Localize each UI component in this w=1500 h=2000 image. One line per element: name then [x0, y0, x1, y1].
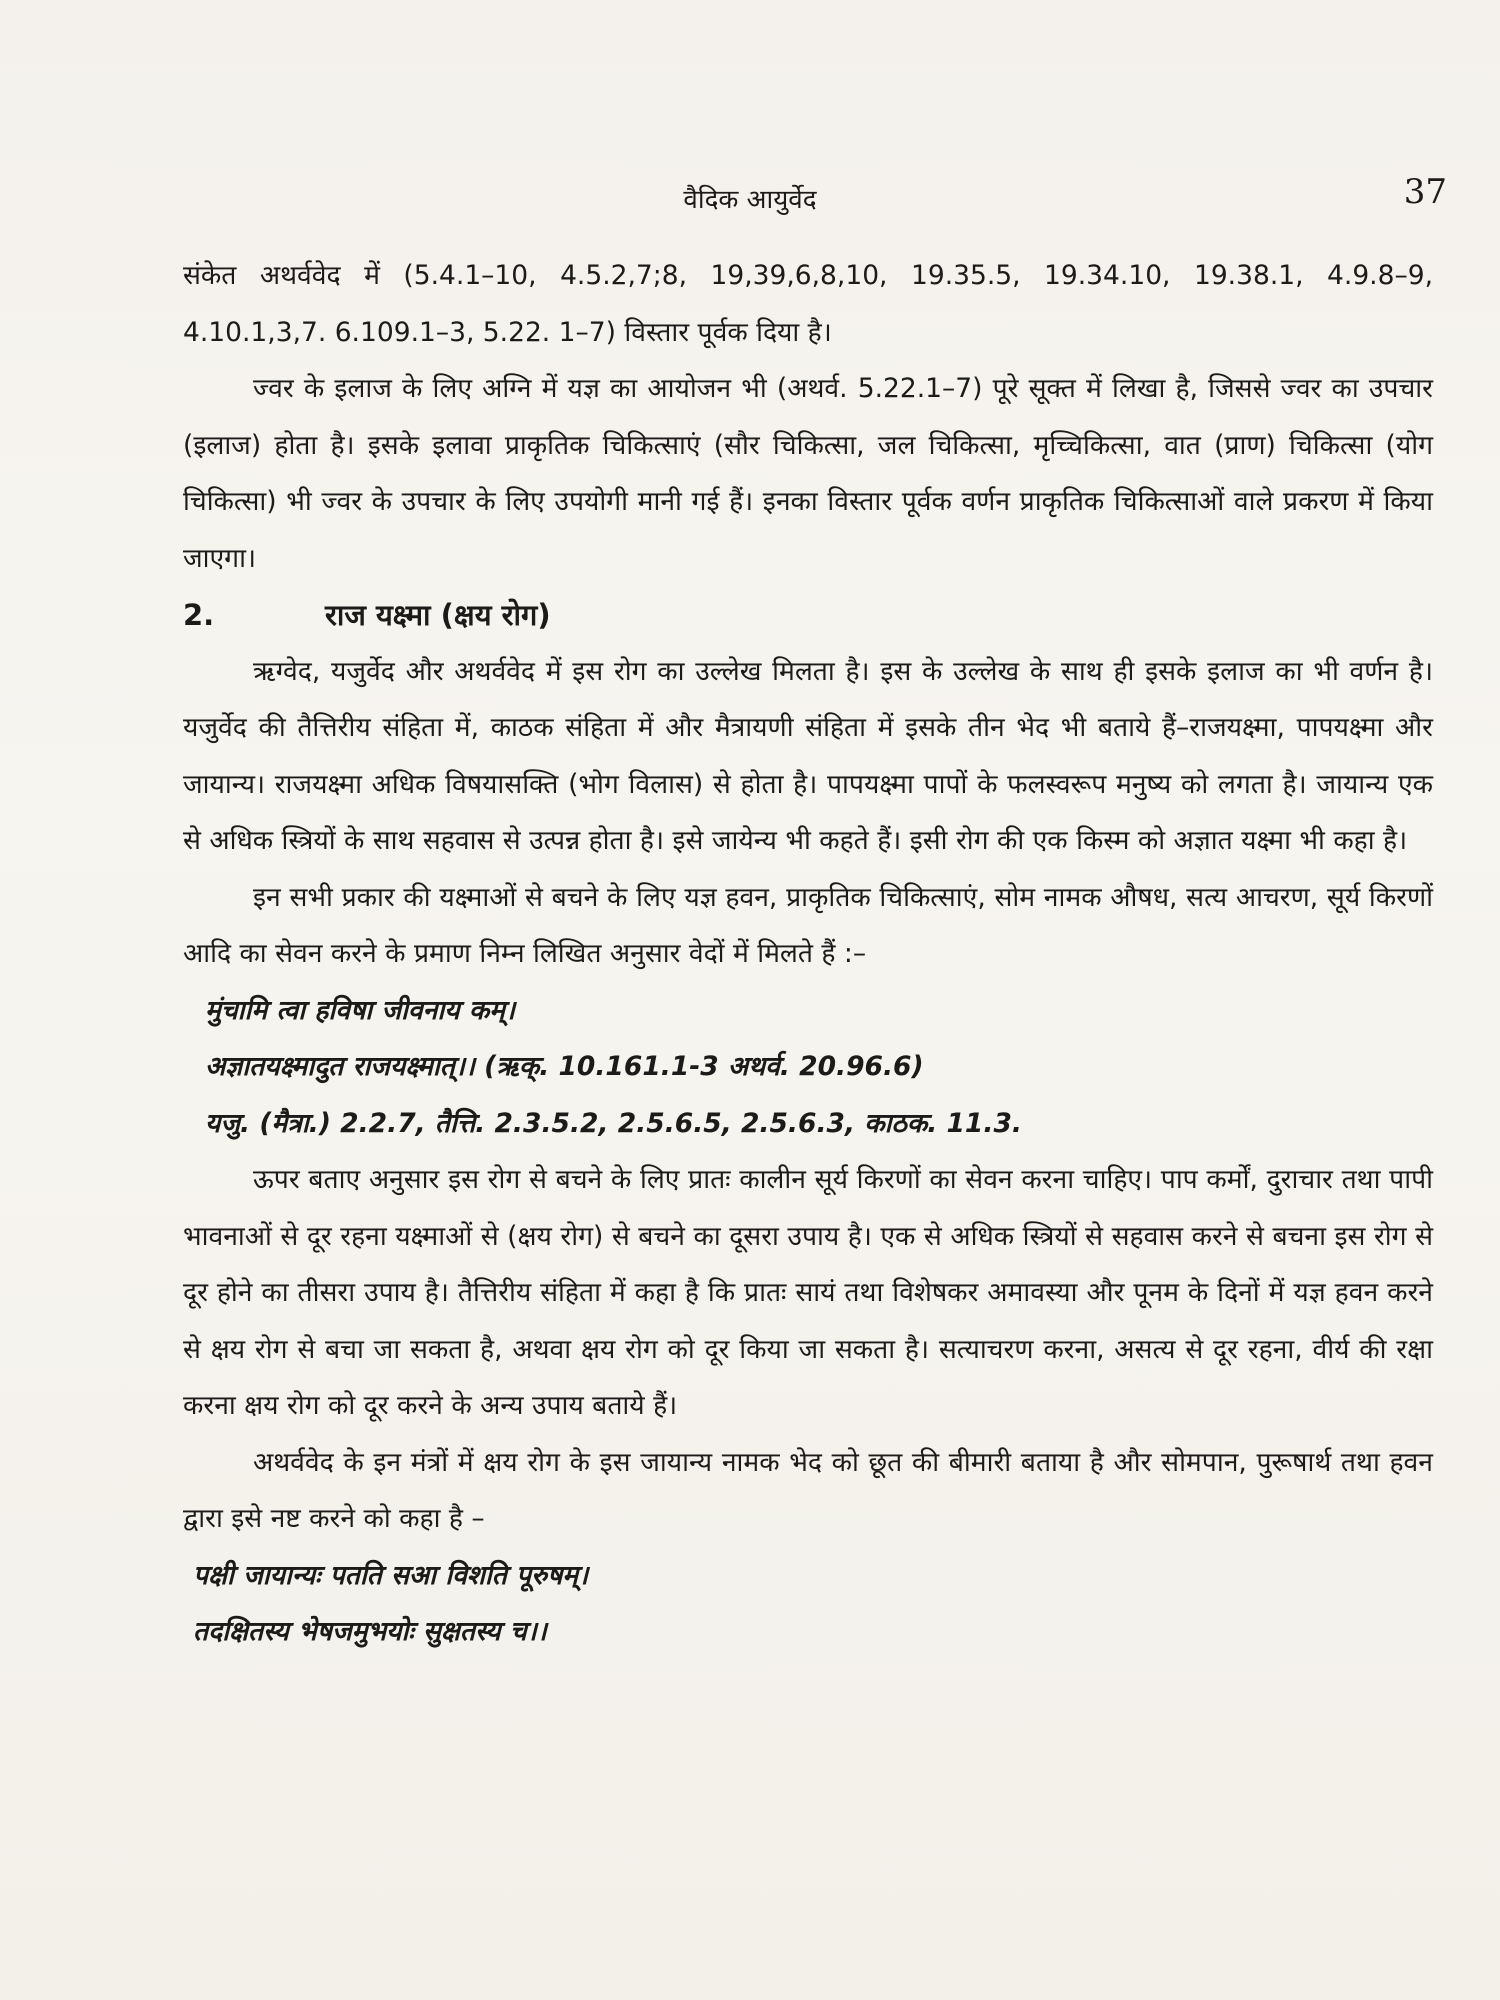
verse-2 [193, 1548, 1433, 1661]
paragraph-5: ऊपर बताए अनुसार इस रोग से बचने के लिए प्रातः कालीन सूर्य किरणों का सेवन करना चाहिए। पाप कर्मों, दुराचार तथा पापी भावनाओं से दूर रहना यक्ष्माओं से (क्षय रोग) से बचने का दूसरा उपाय है। एक से अधिक स्त्रियों से सहवास करने से बचना इस रोग से दूर होने का तीसरा उपाय है। तैत्तिरीय संहिता में कहा है कि प्रातः सायं तथा विशेषकर अमावस्या और पूनम के दिनों में यज्ञ हवन करने से क्षय रोग से बचा जा सकता है, अथवा क्षय रोग को दूर किया जा सकता है। सत्याचरण करना, असत्य से दूर रहना, वीर्य की रक्षा करना क्षय रोग को दूर करने के अन्य उपाय बताये हैं। [183, 1164, 1433, 1421]
paragraph-3: ऋग्वेद, यजुर्वेद और अथर्ववेद में इस रोग का उल्लेख मिलता है। इस के उल्लेख के साथ ही इसके इलाज का भी वर्णन है। यजुर्वेद की तैत्तिरीय संहिता में, काठक संहिता में और मैत्रायणी संहिता में इसके तीन भेद भी बताये हैं–राजयक्ष्मा, पापयक्ष्मा और जायान्य। राजयक्ष्मा अधिक विषयासक्ति (भोग विलास) से होता है। पापयक्ष्मा पापों के फलस्वरूप मनुष्य को लगता है। जायान्य एक से अधिक स्त्रियों के साथ सहवास से उत्पन्न होता है। इसे जायेन्य भी कहते हैं। इसी रोग की एक किस्म को अज्ञात यक्ष्मा भी कहा है। [183, 655, 1433, 856]
verse-1-line-2: अज्ञातयक्ष्मादुत राजयक्ष्मात्।। (ऋक्. 10.161.1-3 अथर्व. 20.96.6) [205, 1051, 924, 1082]
verse-1 [193, 983, 1433, 1153]
verse-2-line-2: तदक्षितस्य भेषजमुभयोः सुक्षतस्य च।। [193, 1616, 547, 1647]
verse-2-line-1: पक्षी जायान्यः पतति सआ विशति पूरुषम्। [193, 1559, 589, 1591]
section-title: राज यक्ष्मा (क्षय रोग) [325, 598, 551, 632]
paragraph-1: संकेत अथर्ववेद में (5.4.1–10, 4.5.2,7;8, 19,39,6,8,10, 19.35.5, 19.34.10, 19.38.1, 4.9.8–9, 4.10.1,3,7. 6.109.1–3, 5.22. 1–7) विस्तार पूर्वक दिया है। [183, 260, 1433, 348]
running-title: वैदिक आयुर्वेद [683, 185, 817, 215]
section-heading [183, 587, 1433, 644]
paragraph-6: अथर्ववेद के इन मंत्रों में क्षय रोग के इस जायान्य नामक भेद को छूत की बीमारी बताया है और सोमपान, पुरूषार्थ तथा हवन द्वारा इसे नष्ट करने को कहा है – [183, 1446, 1433, 1534]
paragraph-4: इन सभी प्रकार की यक्ष्माओं से बचने के लिए यज्ञ हवन, प्राकृतिक चिकित्साएं, सोम नामक औषध, सत्य आचरण, सूर्य किरणों आदि का सेवन करने के प्रमाण निम्न लिखित अनुसार वेदों में मिलते हैं :– [183, 881, 1433, 969]
section-number: 2. [183, 598, 215, 632]
paragraph-2: ज्वर के इलाज के लिए अग्नि में यज्ञ का आयोजन भी (अथर्व. 5.22.1–7) पूरे सूक्त में लिखा है, जिससे ज्वर का उपचार (इलाज) होता है। इसके इलावा प्राकृतिक चिकित्साएं (सौर चिकित्सा, जल चिकित्सा, मृच्चिकित्सा, वात (प्राण) चिकित्सा (योग चिकित्सा) भी ज्वर के उपचार के लिए उपयोगी मानी गई हैं। इनका विस्तार पूर्वक वर्णन प्राकृतिक चिकित्साओं वाले प्रकरण में किया जाएगा। [183, 373, 1433, 574]
page-body [183, 248, 1433, 1661]
verse-1-line-3: यजु. (मैत्रा.) 2.2.7, तैत्ति. 2.3.5.2, 2.5.6.5, 2.5.6.3, काठक. 11.3. [205, 1107, 1022, 1139]
verse-1-line-1: मुंचामि त्वा हविषा जीवनाय कम्। [205, 994, 516, 1026]
page-number: 37 [1403, 172, 1447, 212]
